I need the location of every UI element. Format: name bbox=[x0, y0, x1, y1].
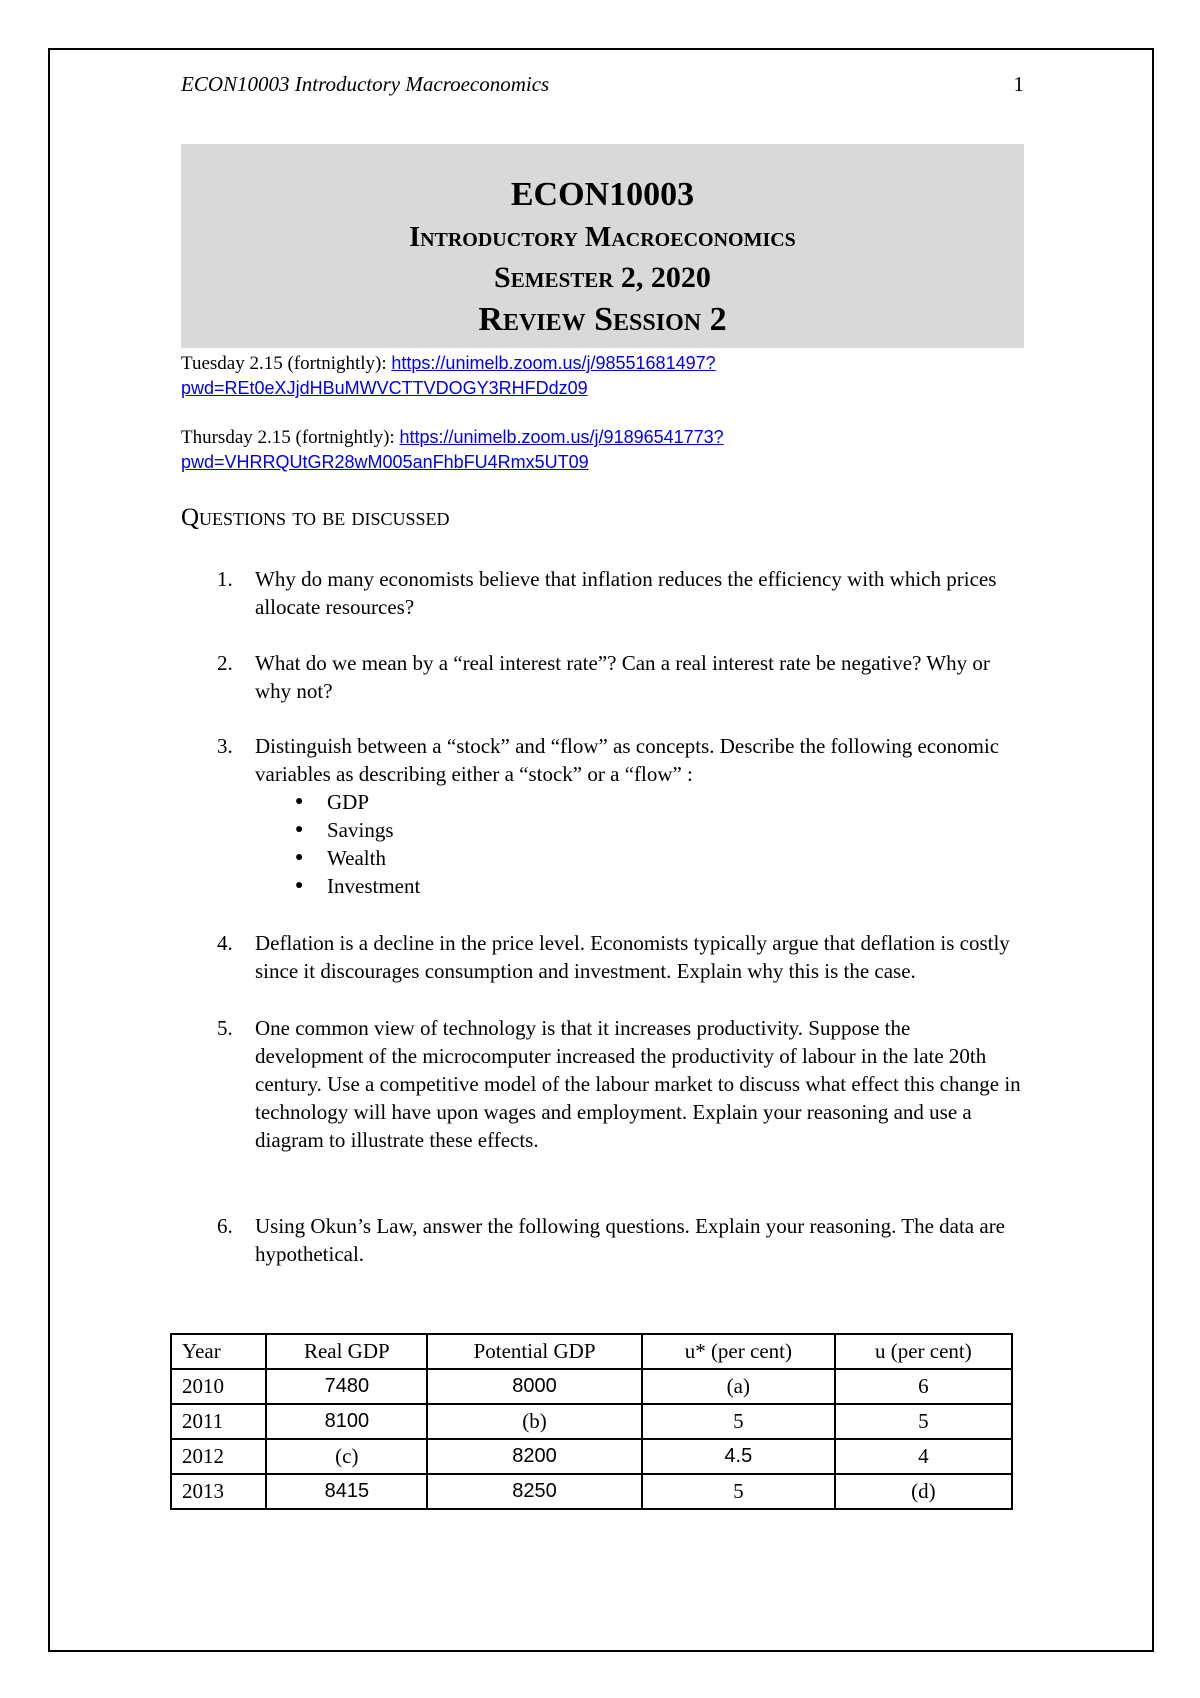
table-cell: 8250 bbox=[427, 1474, 642, 1509]
table-cell: 8000 bbox=[427, 1369, 642, 1404]
table-cell: 8415 bbox=[266, 1474, 427, 1509]
question-3 bbox=[181, 732, 1024, 900]
session-label: Tuesday 2.15 (fortnightly): bbox=[181, 353, 392, 374]
column-header: u (per cent) bbox=[835, 1334, 1012, 1369]
table-cell: 5 bbox=[835, 1404, 1012, 1439]
session-label: Thursday 2.15 (fortnightly): bbox=[181, 427, 400, 448]
session-tuesday bbox=[181, 351, 716, 401]
table-cell: 4 bbox=[835, 1439, 1012, 1474]
table-cell: 8200 bbox=[427, 1439, 642, 1474]
question-number: 2. bbox=[217, 651, 233, 675]
question-number: 3. bbox=[217, 734, 233, 758]
semester-title: Semester 2, 2020 bbox=[494, 261, 711, 294]
question-text: Deflation is a decline in the price level. Economists typically argue that deflation is costly since it discourages consumption and investment. Explain why this is the case. bbox=[255, 931, 1010, 983]
question-number: 4. bbox=[217, 931, 233, 955]
table-row bbox=[171, 1439, 1012, 1474]
table-row bbox=[171, 1404, 1012, 1439]
zoom-link-tuesday[interactable]: https://unimelb.zoom.us/j/98551681497? pwd=REt0eXJjdHBuMWVCTTVDOGY3RHFDdz09 bbox=[181, 353, 716, 398]
table-cell: 6 bbox=[835, 1369, 1012, 1404]
question-5 bbox=[181, 1014, 1024, 1154]
table-cell: 4.5 bbox=[642, 1439, 835, 1474]
column-header: Real GDP bbox=[266, 1334, 427, 1369]
table-cell: 8100 bbox=[266, 1404, 427, 1439]
table-cell: 7480 bbox=[266, 1369, 427, 1404]
course-name: ECON10003 Introductory Macroeconomics bbox=[181, 72, 550, 96]
table-cell: 2010 bbox=[171, 1369, 266, 1404]
question-2 bbox=[181, 649, 1024, 705]
okun-data-table bbox=[170, 1333, 1013, 1510]
column-header: Potential GDP bbox=[427, 1334, 642, 1369]
question-list bbox=[181, 565, 1024, 1268]
table-row bbox=[171, 1369, 1012, 1404]
session-thursday bbox=[181, 425, 724, 475]
table-cell: 2013 bbox=[171, 1474, 266, 1509]
table-row bbox=[171, 1474, 1012, 1509]
question-text: One common view of technology is that it increases productivity. Suppose the development of the microcomputer increased the productivity of labour in the late 20th century. Use a competitive model of the labour market to discuss what effect this change in technology will have upon wages and employment. Explain your reasoning and use a diagram to illustrate these effects. bbox=[255, 1016, 1021, 1152]
question-6 bbox=[181, 1212, 1024, 1268]
course-code: ECON10003 bbox=[510, 176, 695, 213]
list-item: ● Investment bbox=[255, 872, 1024, 900]
title-box bbox=[181, 144, 1024, 348]
list-item: ● Savings bbox=[255, 816, 1024, 844]
table-cell: (b) bbox=[427, 1404, 642, 1439]
question-text: Distinguish between a “stock” and “flow” as concepts. Describe the following economic variables as describing either a “stock” or a “flow” : bbox=[255, 734, 1000, 786]
question-text: Using Okun’s Law, answer the following questions. Explain your reasoning. The data are hypothetical. bbox=[255, 1214, 1006, 1266]
question-1 bbox=[181, 565, 1024, 621]
column-header: u* (per cent) bbox=[642, 1334, 835, 1369]
section-heading: Questions to be discussed bbox=[181, 504, 450, 531]
column-header: Year bbox=[171, 1334, 266, 1369]
table-cell: 2011 bbox=[171, 1404, 266, 1439]
bullet-list bbox=[255, 788, 1024, 900]
table-header-row bbox=[171, 1334, 1012, 1369]
question-text: What do we mean by a “real interest rate”? Can a real interest rate be negative? Why or why not? bbox=[255, 651, 990, 703]
table-cell: 5 bbox=[642, 1474, 835, 1509]
question-text: Why do many economists believe that inflation reduces the efficiency with which prices allocate resources? bbox=[255, 567, 997, 619]
question-number: 1. bbox=[217, 567, 233, 591]
table-cell: (c) bbox=[266, 1439, 427, 1474]
question-number: 5. bbox=[217, 1016, 233, 1040]
table-cell: (a) bbox=[642, 1369, 835, 1404]
zoom-link-thursday[interactable]: https://unimelb.zoom.us/j/91896541773? pwd=VHRRQUtGR28wM005anFhbFU4Rmx5UT09 bbox=[181, 427, 724, 472]
page-number: 1 bbox=[1013, 72, 1024, 96]
table-cell: (d) bbox=[835, 1474, 1012, 1509]
list-item: ● Wealth bbox=[255, 844, 1024, 872]
question-4 bbox=[181, 929, 1024, 985]
table-cell: 5 bbox=[642, 1404, 835, 1439]
session-title: Review Session 2 bbox=[478, 301, 727, 338]
running-header bbox=[181, 72, 1024, 102]
table-cell: 2012 bbox=[171, 1439, 266, 1474]
list-item: ● GDP bbox=[255, 788, 1024, 816]
question-number: 6. bbox=[217, 1214, 233, 1238]
course-title: Introductory Macroeconomics bbox=[409, 222, 796, 253]
